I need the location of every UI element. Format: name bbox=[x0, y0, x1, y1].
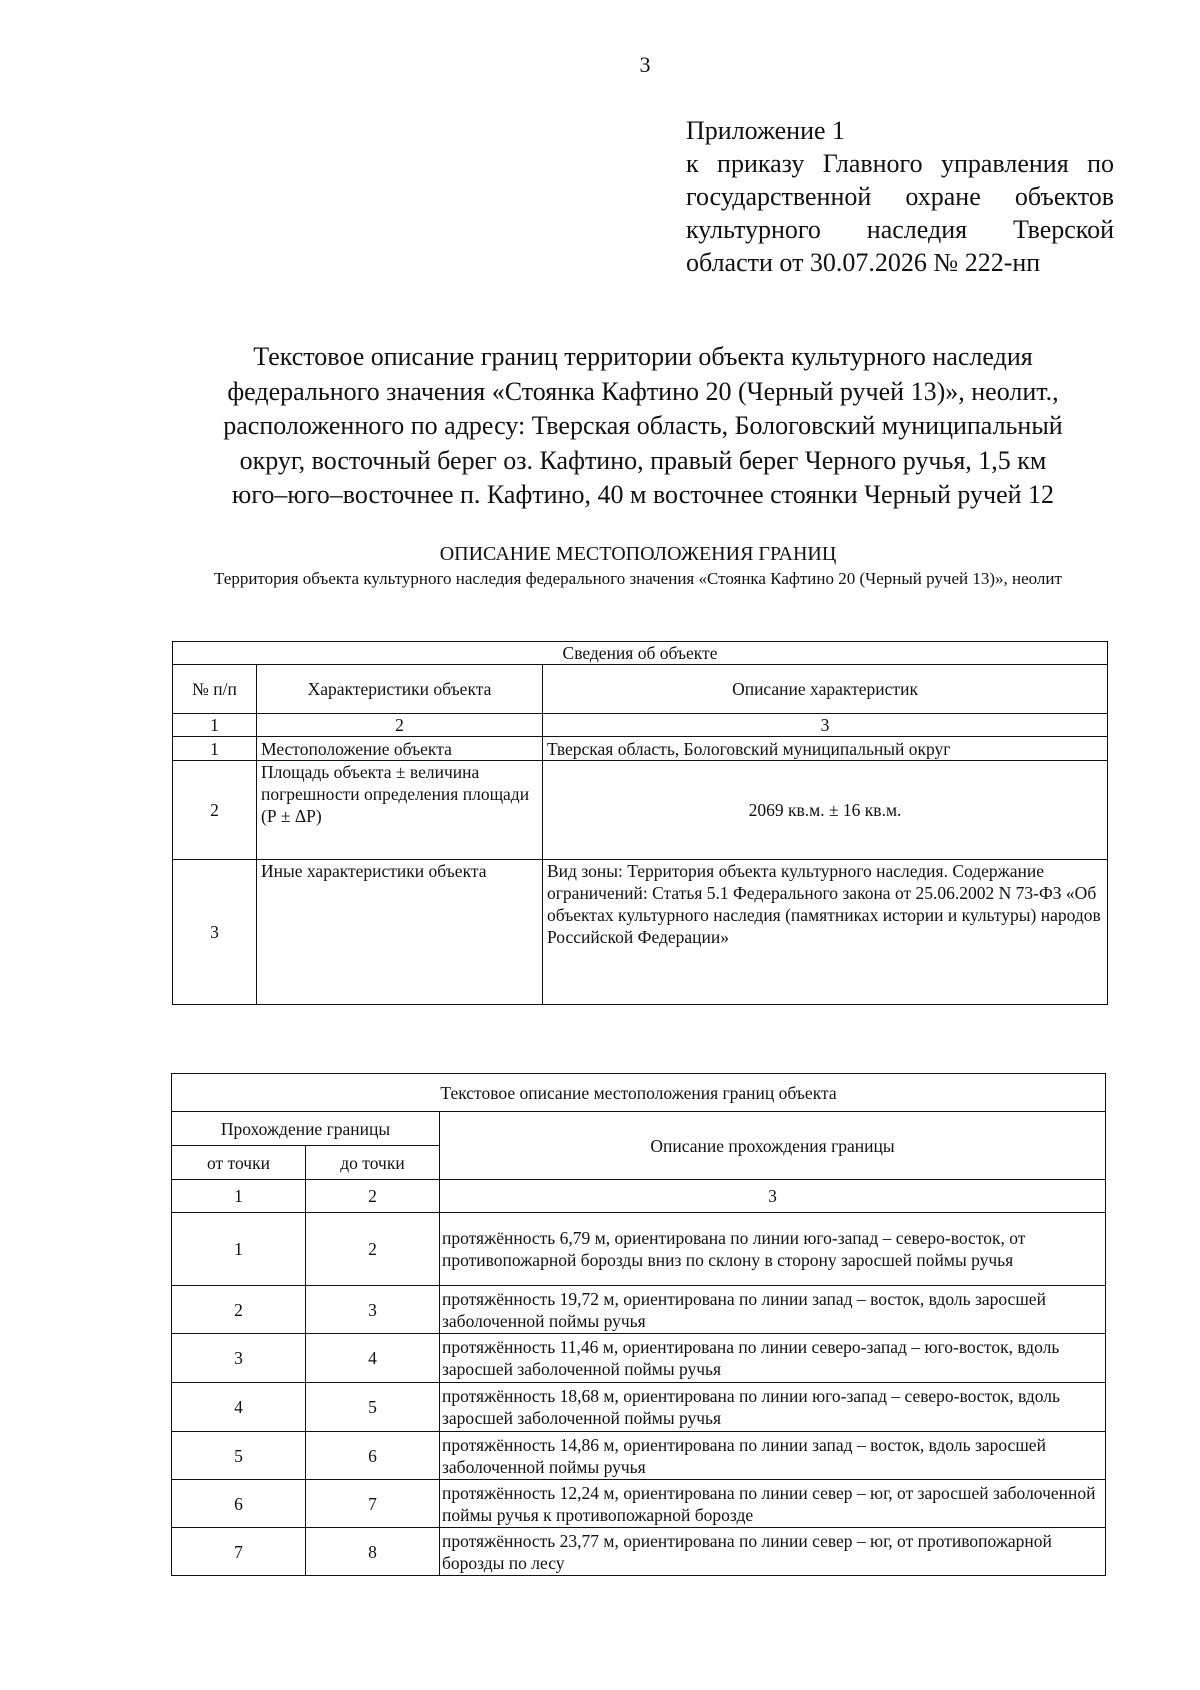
title-line: расположенного по адресу: Тверская область, Бологовский муниципальный bbox=[223, 411, 1063, 440]
column-header-characteristic: Характеристики объекта bbox=[257, 665, 543, 714]
table-row bbox=[173, 737, 1108, 761]
table-caption: Сведения об объекте bbox=[173, 642, 1108, 665]
from-point: 6 bbox=[172, 1480, 306, 1528]
from-point: 1 bbox=[172, 1213, 306, 1286]
title-line: Текстовое описание границ территории объекта культурного наследия bbox=[253, 342, 1033, 371]
row-characteristic: Местоположение объекта bbox=[257, 737, 543, 761]
title-line: юго–юго–восточнее п. Кафтино, 40 м восточнее стоянки Черный ручей 12 bbox=[231, 480, 1055, 509]
boundary-description-table bbox=[171, 1073, 1106, 1576]
appendix-title: Приложение 1 bbox=[686, 116, 846, 145]
column-header-number: № п/п bbox=[173, 665, 257, 714]
table-caption: Текстовое описание местоположения границ объекта bbox=[172, 1074, 1106, 1112]
boundary-group-header: Прохождение границы bbox=[172, 1112, 440, 1146]
table-row bbox=[173, 761, 1108, 860]
to-point: 5 bbox=[306, 1383, 440, 1432]
document-title bbox=[150, 340, 1136, 513]
to-point: 6 bbox=[306, 1432, 440, 1480]
section-heading: ОПИСАНИЕ МЕСТОПОЛОЖЕНИЯ ГРАНИЦ bbox=[439, 543, 837, 565]
to-point: 3 bbox=[306, 1286, 440, 1334]
table-row bbox=[172, 1213, 1106, 1286]
from-point: 7 bbox=[172, 1528, 306, 1576]
boundary-description: протяжённость 11,46 м, ориентирована по линии северо-запад – юго-восток, вдоль заросшей заболоченной поймы ручья bbox=[440, 1334, 1106, 1383]
boundary-description: протяжённость 12,24 м, ориентирована по линии север – юг, от заросшей заболоченной поймы ручья к противопожарной борозде bbox=[440, 1480, 1106, 1528]
boundary-description: протяжённость 14,86 м, ориентирована по линии запад – восток, вдоль заросшей заболоченной поймы ручья bbox=[440, 1432, 1106, 1480]
to-point: 7 bbox=[306, 1480, 440, 1528]
column-number: 2 bbox=[257, 714, 543, 737]
row-description: Вид зоны: Территория объекта культурного наследия. Содержание ограничений: Статья 5.1 Федерального закона от 25.06.2002 N 73-ФЗ «Об объектах культурного наследия (памятниках истории и культуры) народов Российской Федерации» bbox=[543, 860, 1108, 1005]
column-header-from-point: от точки bbox=[172, 1146, 306, 1180]
table-row bbox=[173, 860, 1108, 1005]
from-point: 3 bbox=[172, 1334, 306, 1383]
table-row bbox=[172, 1480, 1106, 1528]
column-number: 1 bbox=[173, 714, 257, 737]
from-point: 5 bbox=[172, 1432, 306, 1480]
column-number: 3 bbox=[440, 1180, 1106, 1213]
row-description: Тверская область, Бологовский муниципальный округ bbox=[543, 737, 1108, 761]
table-row bbox=[172, 1334, 1106, 1383]
section-subheading: Территория объекта культурного наследия федерального значения «Стоянка Кафтино 20 (Черный ручей 13)», неолит bbox=[214, 569, 1062, 588]
row-characteristic: Иные характеристики объекта bbox=[257, 860, 543, 1005]
boundary-description: протяжённость 18,68 м, ориентирована по линии юго-запад – северо-восток, вдоль заросшей заболоченной поймы ручья bbox=[440, 1383, 1106, 1432]
title-line: округ, восточный берег оз. Кафтино, правый берег Черного ручья, 1,5 км bbox=[239, 445, 1047, 475]
column-number: 3 bbox=[543, 714, 1108, 737]
boundary-description: протяжённость 23,77 м, ориентирована по линии север – юг, от противопожарной борозды по лесу bbox=[440, 1528, 1106, 1576]
title-line: федерального значения «Стоянка Кафтино 20 (Черный ручей 13)», неолит., bbox=[227, 376, 1059, 406]
from-point: 2 bbox=[172, 1286, 306, 1334]
row-characteristic: Площадь объекта ± величина погрешности определения площади (Р ± ΔР) bbox=[257, 761, 543, 860]
table-row bbox=[172, 1383, 1106, 1432]
row-number: 3 bbox=[173, 860, 257, 1005]
table-row bbox=[172, 1528, 1106, 1576]
row-number: 2 bbox=[173, 761, 257, 860]
object-info-table bbox=[172, 641, 1108, 1005]
row-description: 2069 кв.м. ± 16 кв.м. bbox=[543, 761, 1108, 860]
column-header-boundary-description: Описание прохождения границы bbox=[440, 1112, 1106, 1180]
to-point: 2 bbox=[306, 1213, 440, 1286]
table-row bbox=[172, 1432, 1106, 1480]
to-point: 4 bbox=[306, 1334, 440, 1383]
column-number: 1 bbox=[172, 1180, 306, 1213]
appendix-body: к приказу Главного управления по государственной охране объектов культурного наследия Тверской области от 30.07.2026 № 222-нп bbox=[686, 149, 1114, 277]
row-number: 1 bbox=[173, 737, 257, 761]
appendix-block bbox=[686, 114, 1114, 279]
column-number: 2 bbox=[306, 1180, 440, 1213]
page-number: 3 bbox=[639, 52, 651, 77]
from-point: 4 bbox=[172, 1383, 306, 1432]
boundary-description: протяжённость 19,72 м, ориентирована по линии запад – восток, вдоль заросшей заболоченной поймы ручья bbox=[440, 1286, 1106, 1334]
boundary-description: протяжённость 6,79 м, ориентирована по линии юго-запад – северо-восток, от противопожарной борозды вниз по склону в сторону заросшей поймы ручья bbox=[440, 1213, 1106, 1286]
column-header-to-point: до точки bbox=[306, 1146, 440, 1180]
to-point: 8 bbox=[306, 1528, 440, 1576]
column-header-description: Описание характеристик bbox=[543, 665, 1108, 714]
table-row bbox=[172, 1286, 1106, 1334]
